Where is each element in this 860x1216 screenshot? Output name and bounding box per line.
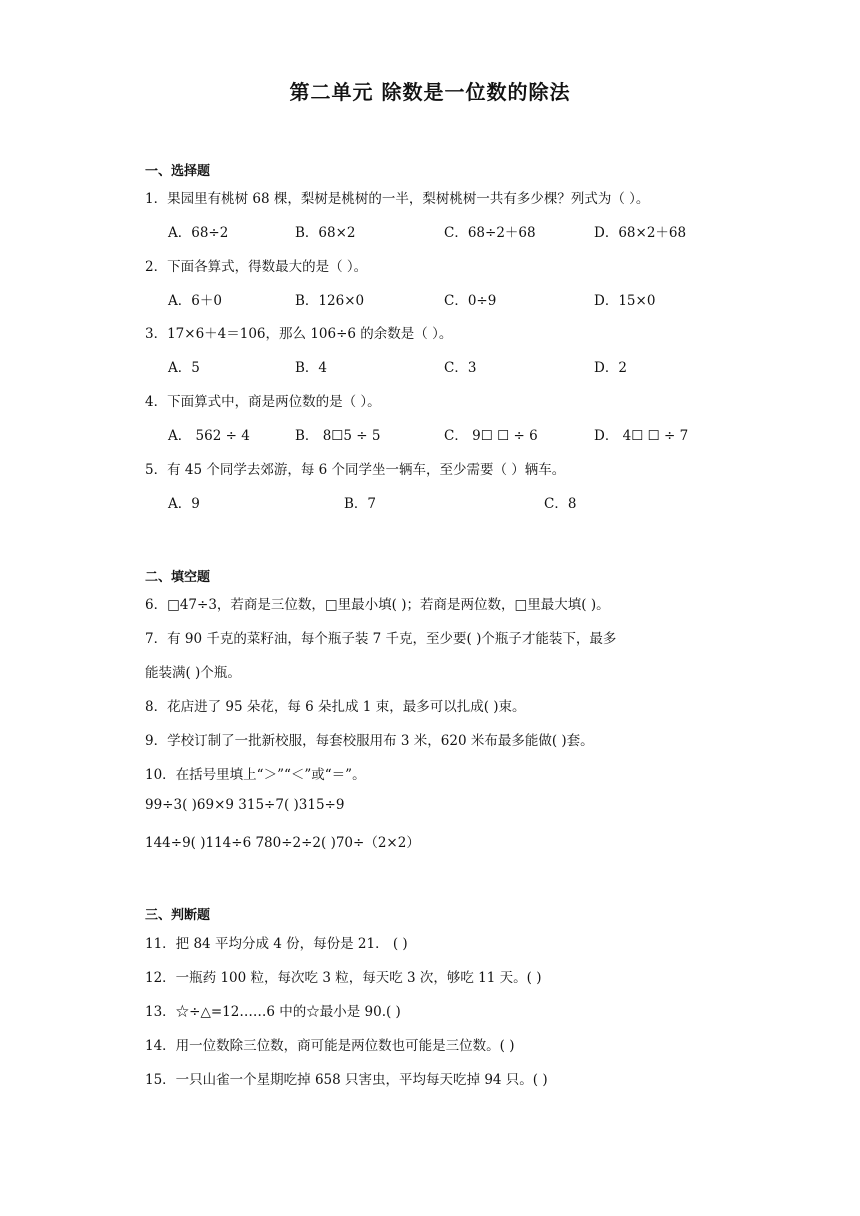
- question-12: 12．一瓶药 100 粒，每次吃 3 粒，每天吃 3 次，够吃 11 天。( ): [145, 970, 542, 986]
- q3-option-b: B．4: [295, 360, 328, 376]
- q3-option-c: C．3: [444, 360, 477, 376]
- q1-option-b: B．68×2: [295, 225, 356, 241]
- question-8: 8．花店进了 95 朵花，每 6 朵扎成 1 束，最多可以扎成( )束。: [145, 699, 526, 715]
- question-10: 10．在括号里填上“＞”“＜”或“＝”。: [145, 767, 366, 783]
- q3-option-a: A．5: [168, 360, 200, 376]
- question-14: 14．用一位数除三位数，商可能是两位数也可能是三位数。( ): [145, 1038, 515, 1054]
- question-10-row-1: 99÷3( )69×9 315÷7( )315÷9: [145, 797, 345, 813]
- question-5: 5．有 45 个同学去郊游，每 6 个同学坐一辆车，至少需要（ ）辆车。: [145, 462, 566, 478]
- q4-option-b: B． 8☐5 ÷ 5: [295, 428, 381, 444]
- section-heading-choice: 一、选择题: [145, 164, 211, 179]
- question-13: 13．☆÷△=12……6 中的☆最小是 90.( ): [145, 1004, 401, 1020]
- q2-option-d: D．15×0: [594, 293, 656, 309]
- page-title: 第二单元 除数是一位数的除法: [289, 80, 571, 104]
- question-3: 3．17×6＋4＝106，那么 106÷6 的余数是（ ）。: [145, 326, 453, 342]
- q1-option-d: D．68×2＋68: [594, 225, 687, 241]
- question-9: 9．学校订制了一批新校服，每套校服用布 3 米，620 米布最多能做( )套。: [145, 733, 594, 749]
- q4-option-d: D． 4☐ ☐ ÷ 7: [594, 428, 689, 444]
- q5-option-c: C．8: [544, 496, 577, 512]
- q1-option-c: C．68÷2＋68: [444, 225, 536, 241]
- question-7-cont: 能装满( )个瓶。: [145, 665, 241, 681]
- q5-option-b: B．7: [344, 496, 377, 512]
- q4-option-c: C． 9☐ ☐ ÷ 6: [444, 428, 538, 444]
- question-10-row-2: 144÷9( )114÷6 780÷2÷2( )70÷（2×2）: [145, 835, 420, 851]
- question-2: 2．下面各算式，得数最大的是（ ）。: [145, 259, 368, 275]
- q3-option-d: D．2: [594, 360, 627, 376]
- question-6: 6．□47÷3，若商是三位数，□里最小填( )；若商是两位数，□里最大填( )。: [145, 597, 610, 613]
- q2-option-b: B．126×0: [295, 293, 365, 309]
- section-heading-fill: 二、填空题: [145, 570, 211, 585]
- q5-option-a: A．9: [168, 496, 200, 512]
- question-15: 15．一只山雀一个星期吃掉 658 只害虫，平均每天吃掉 94 只。( ): [145, 1072, 548, 1088]
- q1-option-a: A．68÷2: [168, 225, 229, 241]
- q2-option-a: A．6＋0: [168, 293, 222, 309]
- question-7: 7．有 90 千克的菜籽油，每个瓶子装 7 千克，至少要( )个瓶子才能装下，最多: [145, 631, 617, 647]
- question-4: 4．下面算式中，商是两位数的是（ ）。: [145, 394, 381, 410]
- question-11: 11．把 84 平均分成 4 份，每份是 21． ( ): [145, 936, 408, 952]
- q2-option-c: C．0÷9: [444, 293, 497, 309]
- question-1: 1．果园里有桃树 68 棵，梨树是桃树的一半，梨树桃树一共有多少棵？列式为（ ）。: [145, 191, 650, 207]
- section-heading-judge: 三、判断题: [145, 908, 211, 923]
- q4-option-a: A． 562 ÷ 4: [168, 428, 250, 444]
